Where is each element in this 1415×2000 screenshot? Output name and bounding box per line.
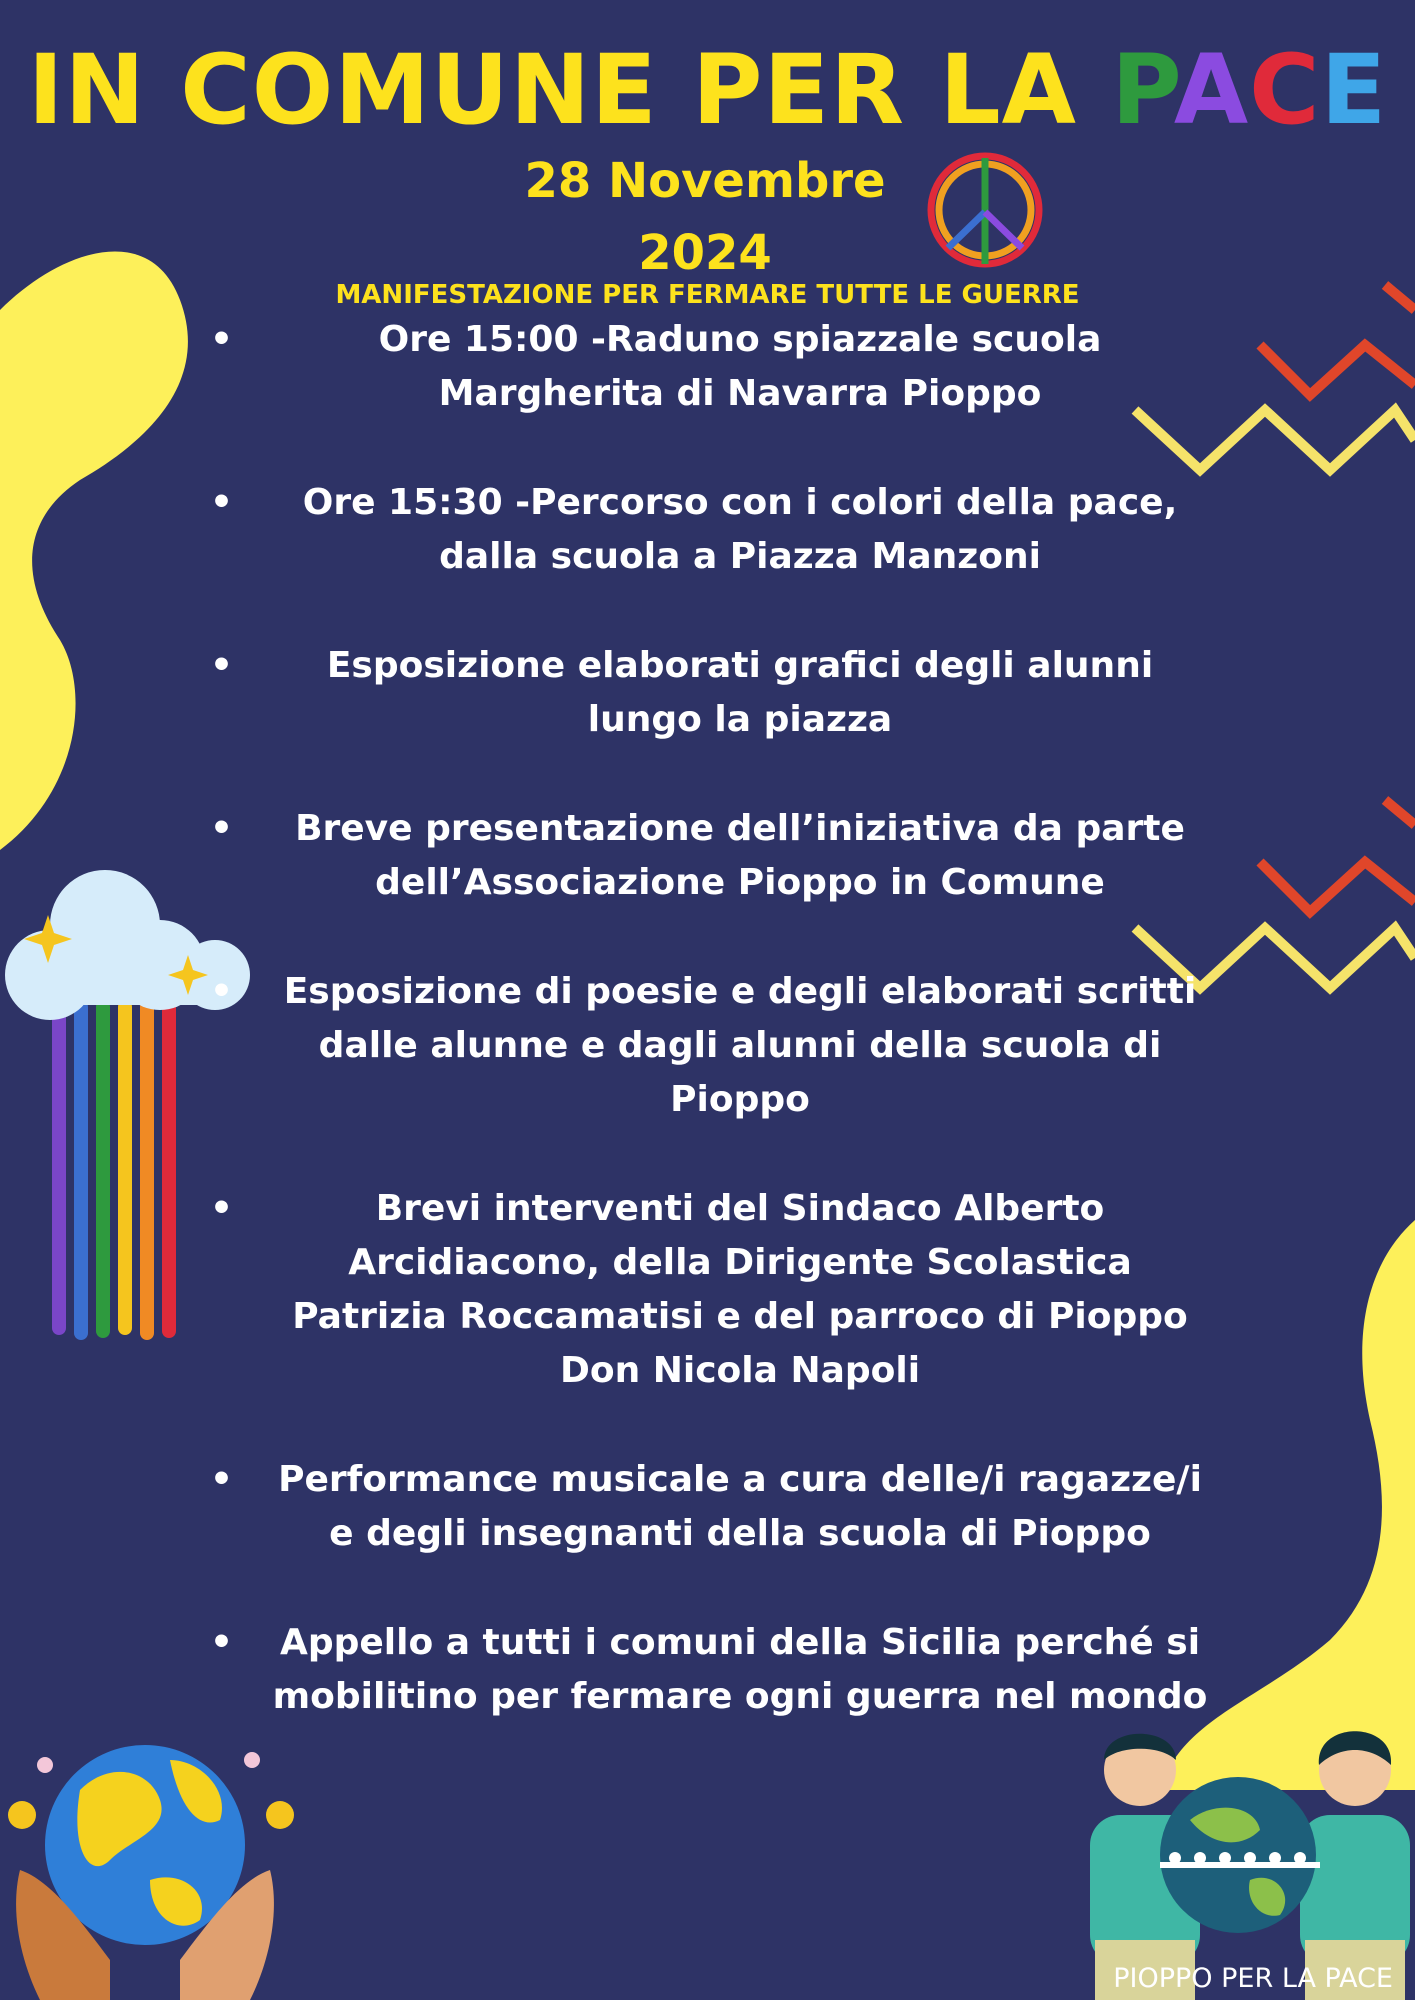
- date-year: 2024: [638, 225, 772, 281]
- event-date: [460, 145, 950, 289]
- title-letter-a: A: [1173, 34, 1250, 146]
- globe-hands-icon: [8, 1745, 294, 2000]
- title-letter-e: E: [1320, 34, 1388, 146]
- program-item: • Brevi interventi del Sindaco Alberto Arcidiacono, della Dirigente Scolastica Patrizia Roccamatisi e del parroco di Pioppo Don Nicola Napoli: [210, 1182, 1210, 1398]
- program-item: • Ore 15:30 -Percorso con i colori della pace, dalla scuola a Piazza Manzoni: [210, 476, 1210, 584]
- left-yellow-blob: [0, 251, 188, 850]
- program-item: • Esposizione di poesie e degli elaborati scritti dalle alunne e dagli alunni della scuola di Pioppo: [210, 965, 1210, 1127]
- footer-label: PIOPPO PER LA PACE: [1113, 1963, 1393, 1994]
- event-subtitle: MANIFESTAZIONE PER FERMARE TUTTE LE GUERRE: [335, 280, 1080, 310]
- program-item: • Breve presentazione dell’iniziativa da parte dell’Associazione Pioppo in Comune: [210, 802, 1210, 910]
- title-letter-p: P: [1111, 34, 1174, 146]
- program-item: • Esposizione elaborati grafici degli alunni lungo la piazza: [210, 639, 1210, 747]
- poster-title: [0, 34, 1415, 146]
- program-item: • Performance musicale a cura delle/i ragazze/i e degli insegnanti della scuola di Pioppo: [210, 1453, 1210, 1561]
- title-letter-c: C: [1249, 34, 1321, 146]
- date-day-month: 28 Novembre: [524, 153, 886, 209]
- title-main: IN COMUNE PER LA: [27, 34, 1112, 146]
- program-item: • Ore 15:00 -Raduno spiazzale scuola Margherita di Navarra Pioppo: [210, 313, 1210, 421]
- program-item: • Appello a tutti i comuni della Sicilia perché si mobilitino per fermare ogni guerra nel mondo: [210, 1616, 1210, 1724]
- program-list: [210, 313, 1210, 1779]
